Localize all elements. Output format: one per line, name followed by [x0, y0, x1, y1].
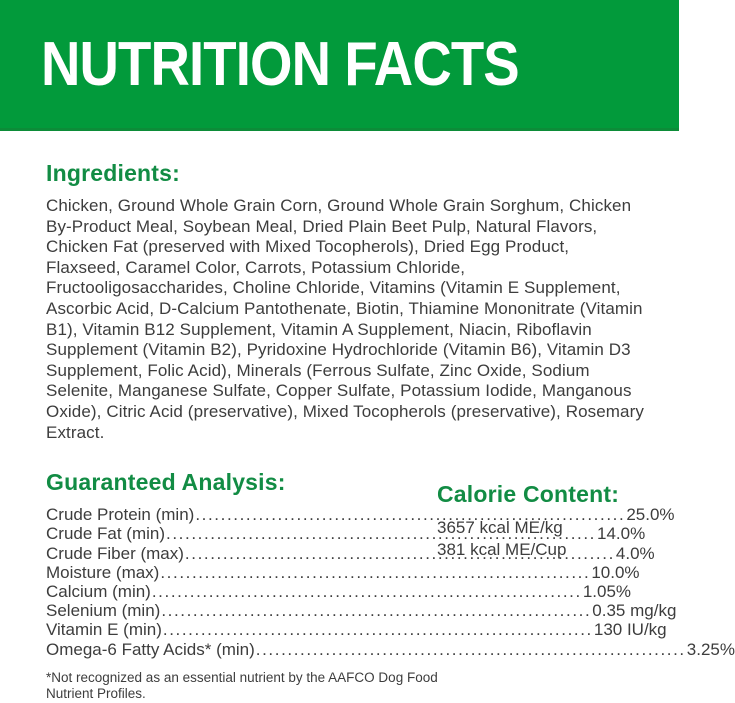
ingredients-text: Chicken, Ground Whole Grain Corn, Ground Whole Grain Sorghum, Chicken By-Product Meal, Soybean Meal, Dried Plain Beet Pulp, Natural Flavors, Chicken Fat (preserved with Mixed Tocopherols), Dried Egg Product, Flaxseed, Caramel Color, Carrots, Potassium Chloride, Fructooligosaccharides, Choline Chloride, Vitamins (Vitamin E Supplement, Ascorbic Acid, D-Calcium Pantothenate, Biotin, Thiamine Mononitrate (Vitamin B1), Vitamin B12 Supplement, Vitamin A Supplement, Niacin, Riboflavin Supplement (Vitamin B2), Pyridoxine Hydrochloride (Vitamin B6), Vitamin D3 Supplement, Folic Acid), Minerals (Ferrous Sulfate, Zinc Oxide, Sodium Selenite, Manganese Sulfate, Copper Sulfate, Potassium Iodide, Manganous Oxide), Citric Acid (preservative), Mixed Tocopherols (preservative), Rosemary Extract.	[46, 196, 644, 442]
nutrient-value: 130 IU/kg	[593, 620, 667, 640]
calorie-content-heading: Calorie Content:	[437, 481, 620, 508]
table-row	[46, 639, 735, 659]
table-row	[46, 562, 640, 582]
table-row	[46, 505, 675, 525]
table-row	[46, 581, 632, 601]
nutrient-value: 25.0%	[626, 505, 675, 525]
nutrient-value: 1.05%	[582, 581, 632, 601]
nutrient-value: 10.0%	[591, 562, 640, 582]
label-content	[0, 160, 735, 703]
nutrient-value: 3.25%	[686, 639, 735, 659]
lower-columns	[46, 469, 735, 703]
calorie-per-cup: 381 kcal ME/Cup	[437, 539, 567, 559]
guaranteed-analysis-heading: Guaranteed Analysis:	[46, 469, 286, 496]
ingredients-section	[46, 160, 655, 443]
page-title: NUTRITION FACTS	[41, 29, 519, 99]
nutrient-value: 14.0%	[597, 524, 646, 544]
calorie-per-kg: 3657 kcal ME/kg	[437, 518, 563, 538]
nutrient-label: Crude Fiber (max)	[46, 543, 184, 563]
calorie-values	[437, 517, 619, 560]
nutrient-label: Selenium (min)	[46, 601, 161, 621]
nutrient-value: 4.0%	[615, 543, 655, 563]
nutrient-label: Calcium (min)	[46, 581, 151, 601]
nutrient-label: Crude Fat (min)	[46, 524, 166, 544]
nutrient-label: Omega-6 Fatty Acids* (min)	[46, 639, 255, 659]
nutrient-label: Crude Protein (min)	[46, 505, 195, 525]
nutrient-label: Vitamin E (min)	[46, 620, 162, 640]
nutrient-label: Moisture (max)	[46, 562, 160, 582]
table-row	[46, 620, 667, 640]
ingredients-heading: Ingredients:	[46, 160, 181, 186]
calorie-content-section	[437, 481, 619, 703]
aafco-footnote: *Not recognized as an essential nutrient by the AAFCO Dog Food Nutrient Profiles.	[46, 669, 438, 702]
header-band	[0, 0, 679, 131]
nutrient-value: 0.35 mg/kg	[592, 601, 677, 621]
table-row	[46, 601, 677, 621]
